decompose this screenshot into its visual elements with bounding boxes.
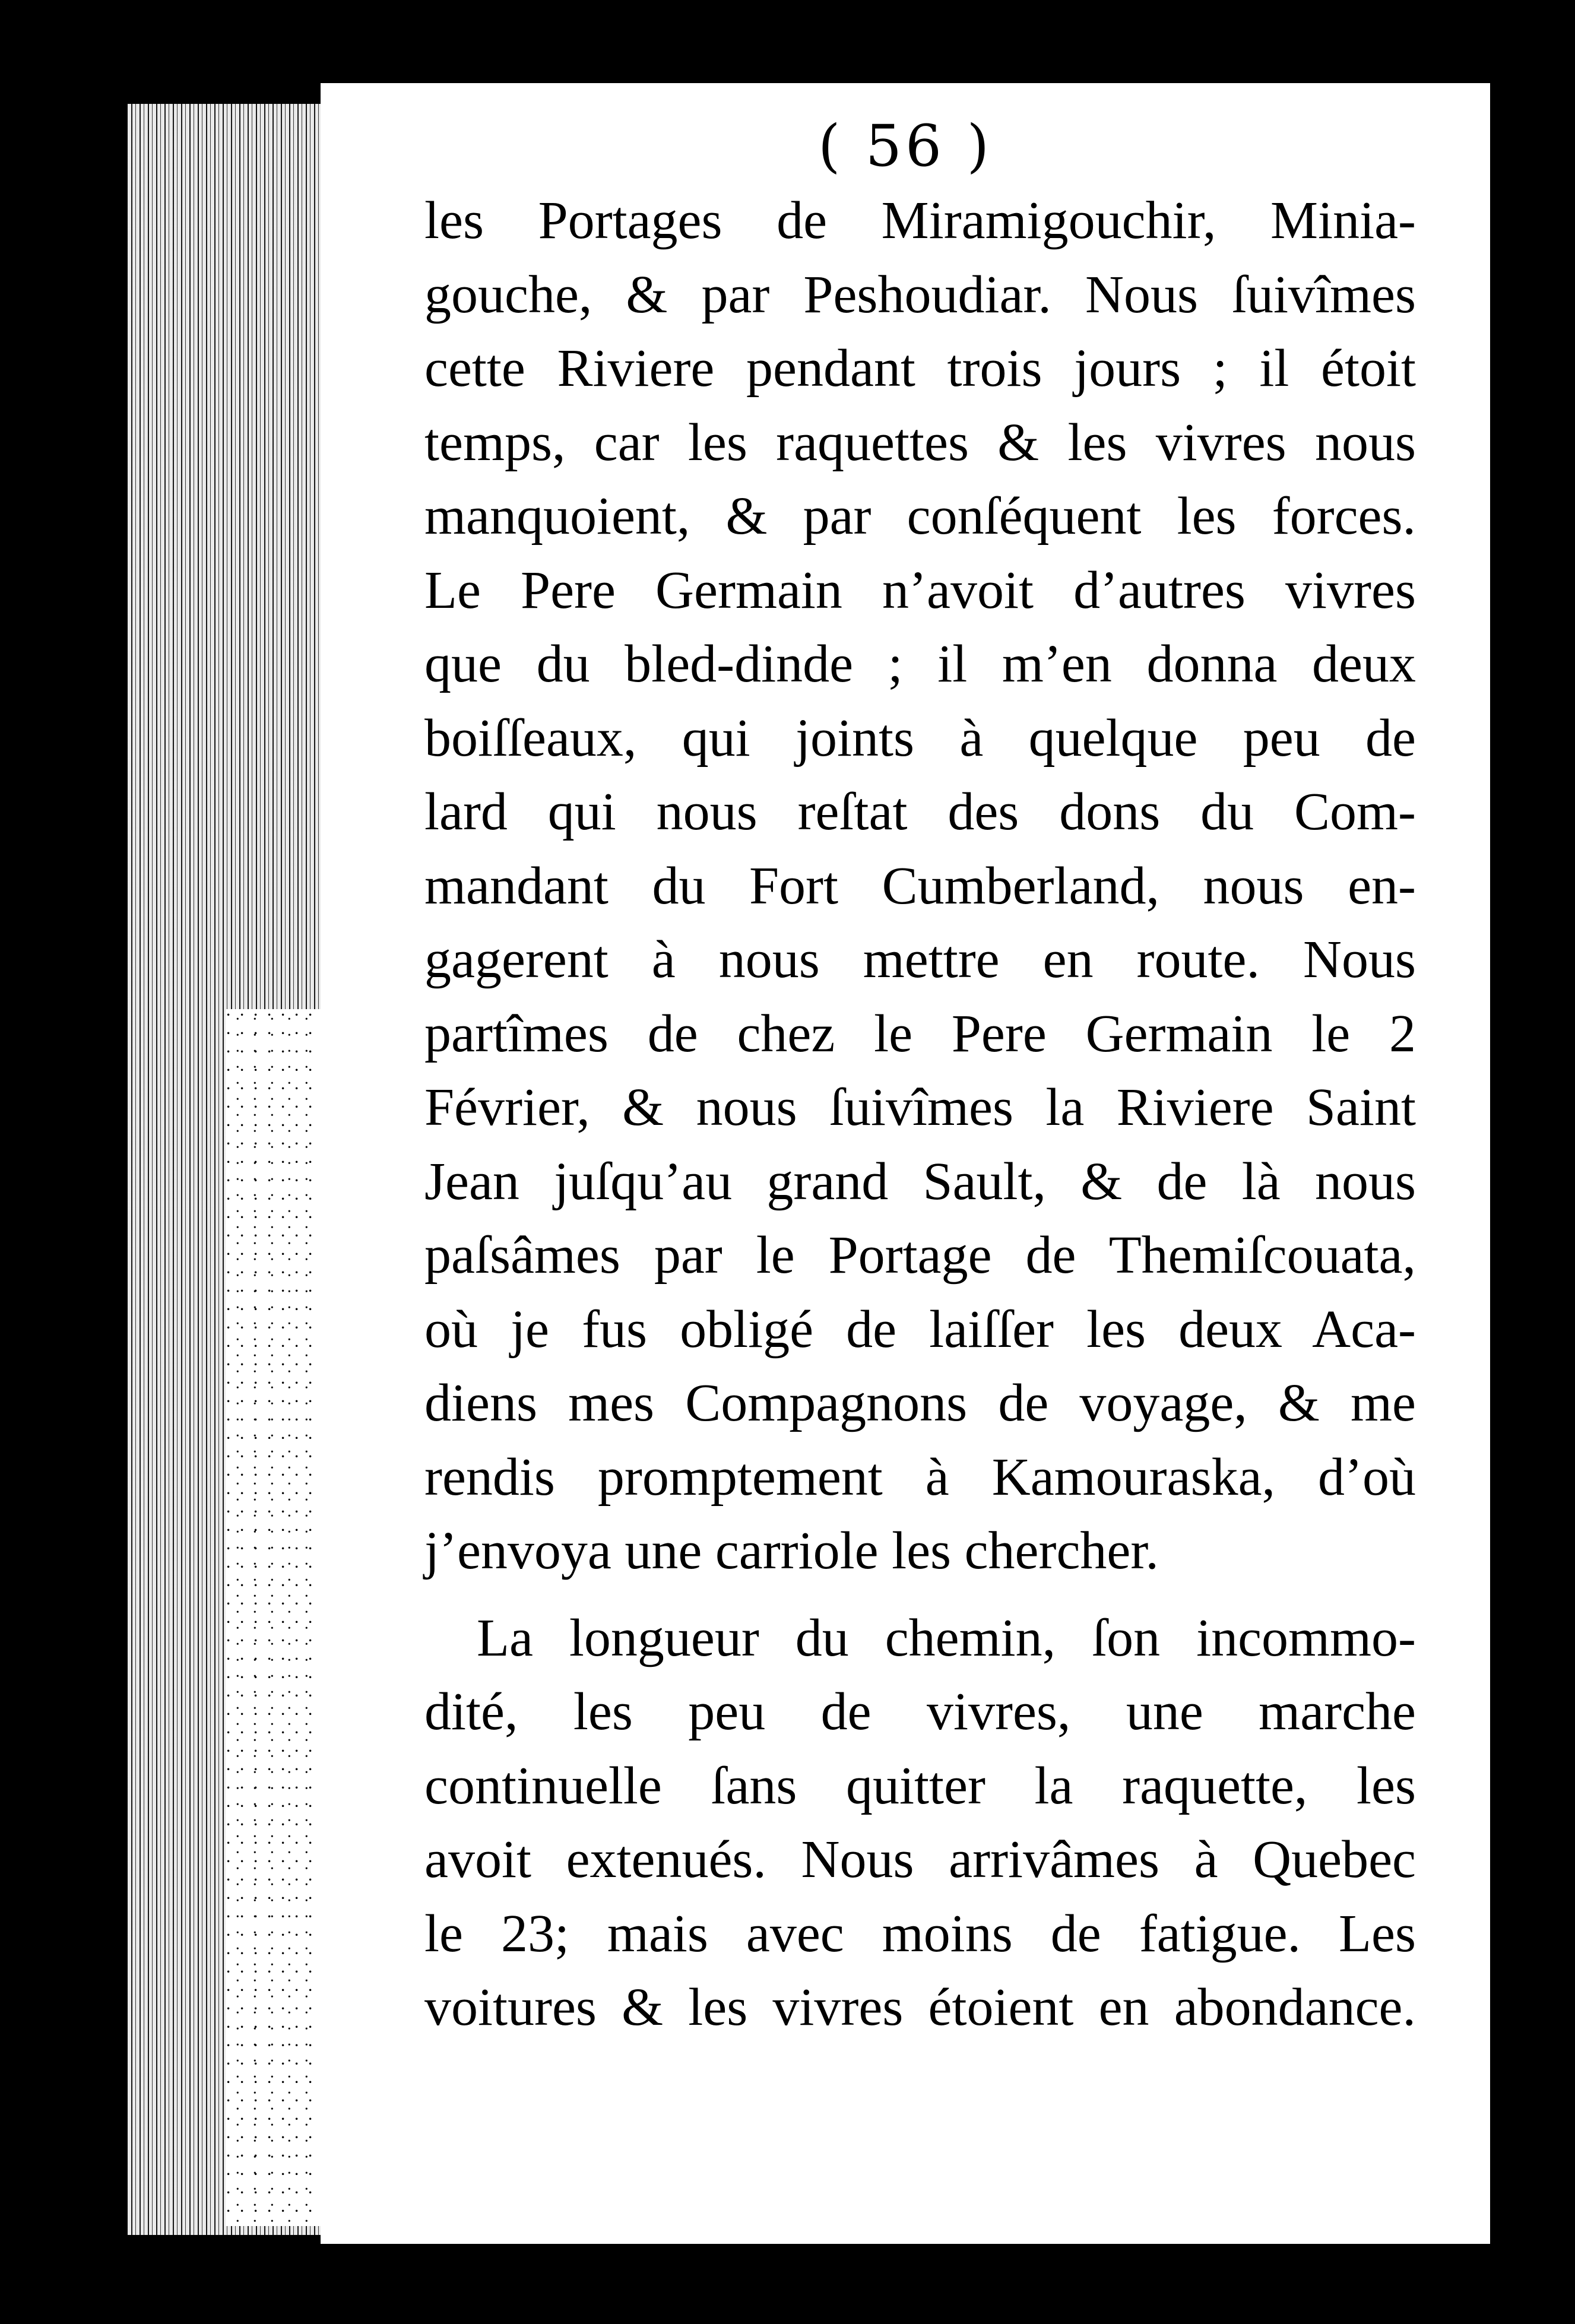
book-page [321, 83, 1490, 2244]
text-line: Février, & nous ſuivîmes la Riviere Saint [424, 1078, 1416, 1137]
text-line: cette Riviere pendant trois jours ; il étoit [424, 339, 1416, 398]
text-line: dité, les peu de vivres, une marche [424, 1682, 1416, 1741]
body-text [424, 184, 1416, 2045]
text-line: j’envoya une carriole les chercher. [424, 1521, 1159, 1580]
paragraph-2 [424, 1602, 1416, 2045]
text-line: continuelle ſans quitter la raquette, les [424, 1756, 1416, 1815]
text-line: où je fus obligé de laiſſer les deux Aca- [424, 1299, 1416, 1359]
text-line: que du bled-dinde ; il m’en donna deux [424, 635, 1416, 693]
text-line: partîmes de chez le Pere Germain le 2 [424, 1004, 1416, 1063]
text-line: manquoient, & par conſéquent les forces. [424, 487, 1416, 546]
text-line: Le Pere Germain n’avoit d’autres vivres [424, 560, 1416, 620]
text-line: paſsâmes par le Portage de Themiſcouata, [424, 1226, 1416, 1285]
text-line: Jean juſqu’au grand Sault, & de là nous [424, 1152, 1416, 1211]
text-line: rendis promptement à Kamouraska, d’où [424, 1447, 1416, 1507]
text-line: diens mes Compagnons de voyage, & me [424, 1374, 1416, 1432]
text-line: les Portages de Miramigouchir, Minia- [424, 191, 1416, 250]
page-number: ( 56 ) [817, 113, 993, 179]
text-line: temps, car les raquettes & les vivres nous [424, 413, 1416, 472]
text-line: La longueur du chemin, ſon incommo- [477, 1608, 1416, 1667]
text-line: lard qui nous reſtat des dons du Com- [424, 782, 1416, 841]
text-line: mandant du Fort Cumberland, nous en- [424, 856, 1416, 915]
paragraph-spacer [424, 1589, 1416, 1602]
text-line: boiſſeaux, qui joints à quelque peu de [424, 708, 1416, 768]
book-fore-edge-speckle [226, 1009, 332, 2226]
text-line: voitures & les vivres étoient en abondance. [424, 1978, 1416, 2037]
text-line: gouche, & par Peshoudiar. Nous ſuivîmes [424, 265, 1416, 324]
text-line: le 23; mais avec moins de fatigue. Les [424, 1904, 1416, 1963]
text-line: gagerent à nous mettre en route. Nous [424, 930, 1416, 989]
paragraph-1 [424, 184, 1416, 1589]
text-line: avoit extenués. Nous arrivâmes à Quebec [424, 1830, 1416, 1889]
